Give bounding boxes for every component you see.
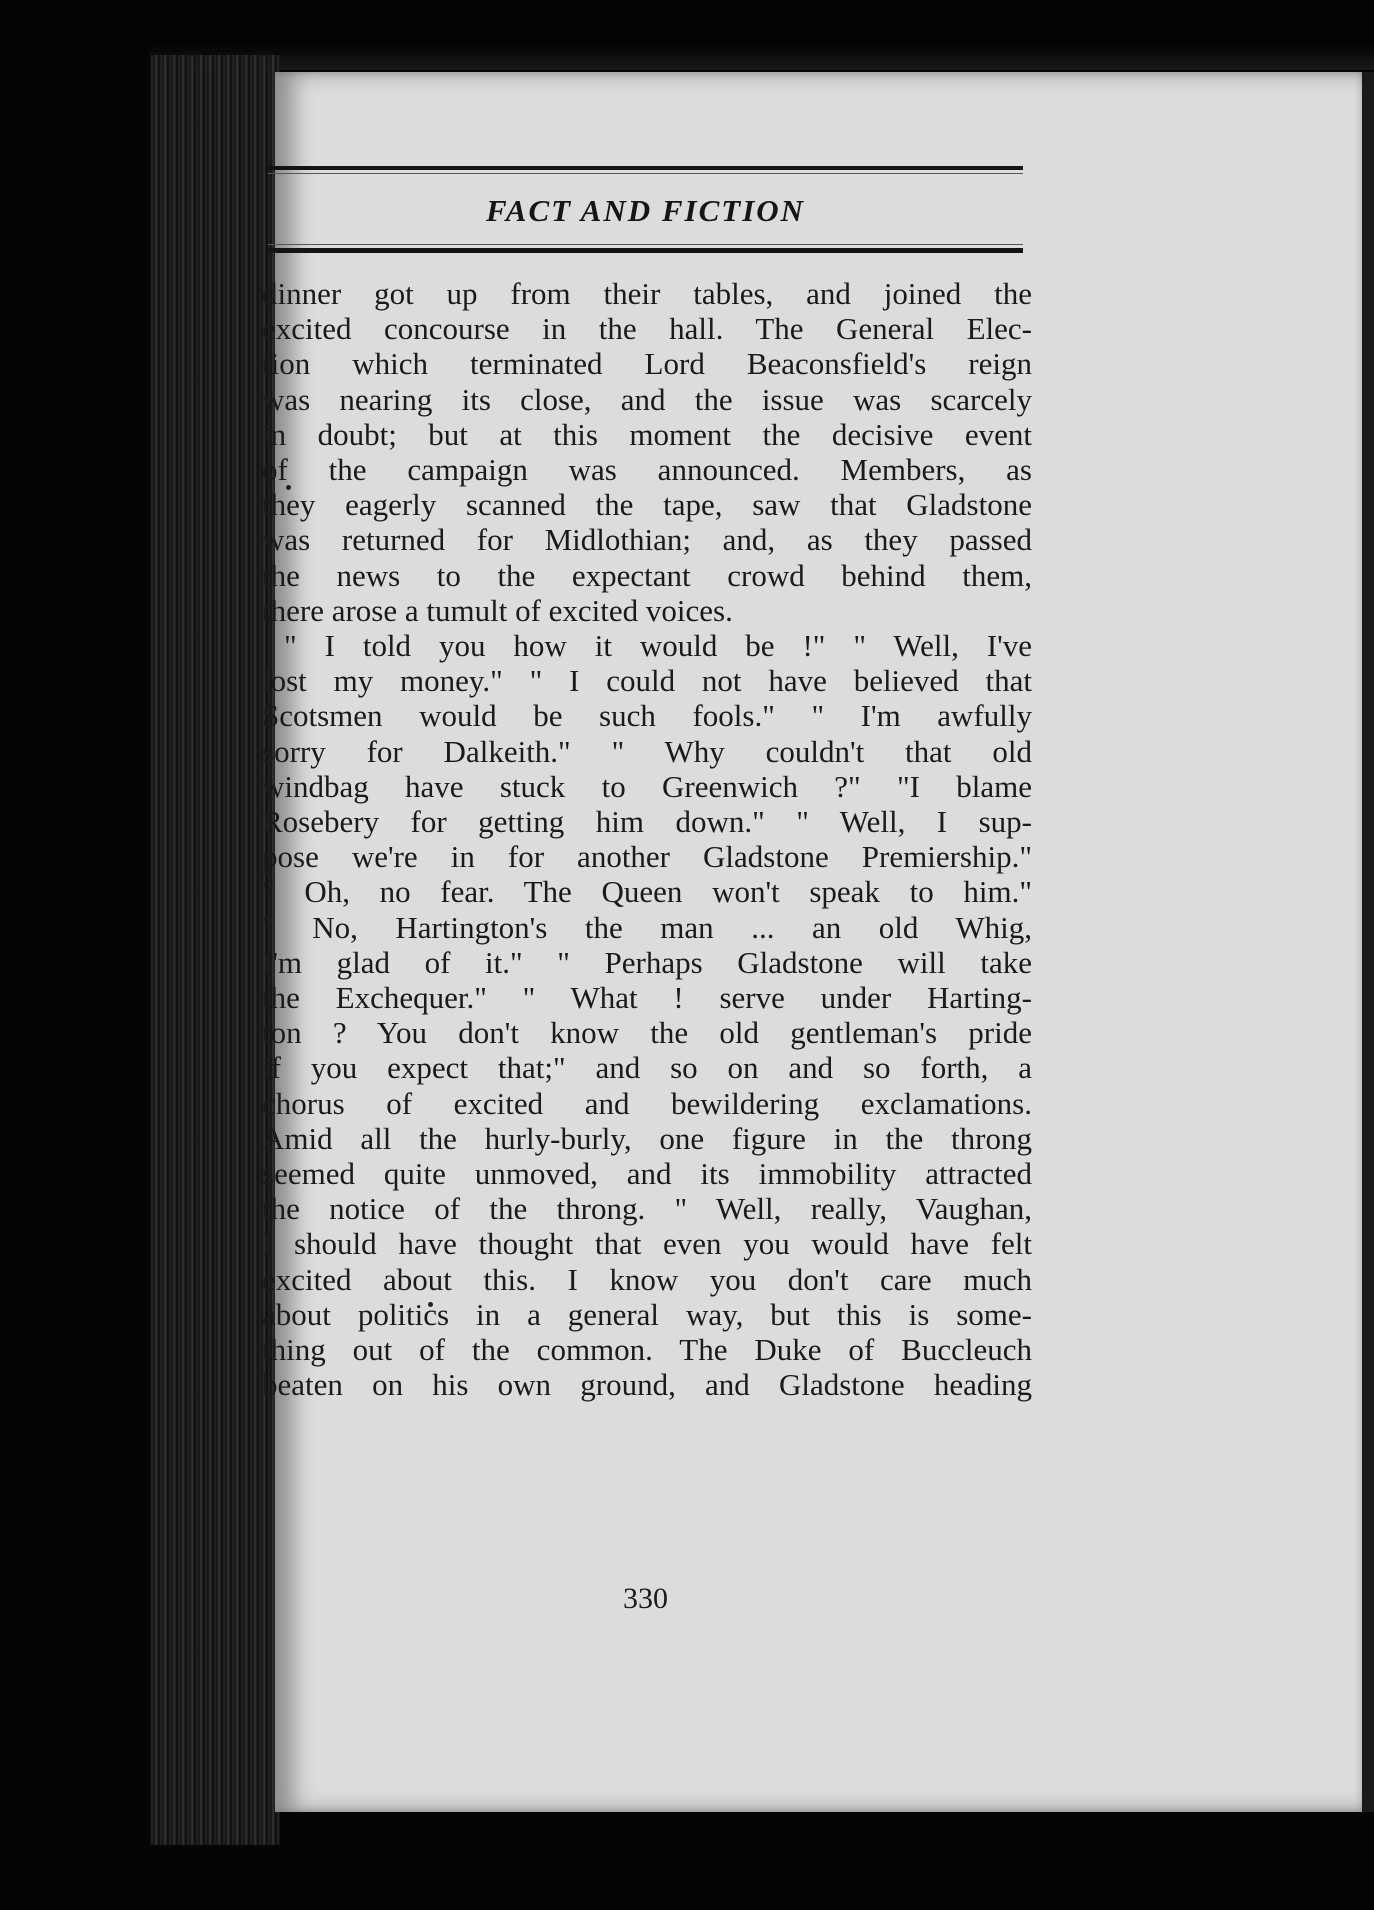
text-line: thing out of the common. The Duke of Buccleuch <box>262 1332 1032 1368</box>
running-head: FACT AND FICTION <box>485 193 806 228</box>
text-line: windbag have stuck to Greenwich ?" "I blame <box>262 768 1032 804</box>
text-line: I'm glad of it." " Perhaps Gladstone will take <box>262 944 1032 980</box>
body-text <box>262 276 1032 1403</box>
text-line: sorry for Dalkeith." " Why couldn't that old <box>262 733 1032 769</box>
text-line: in doubt; but at this moment the decisive event <box>262 416 1032 452</box>
text-line: if you expect that;" and so on and so forth, a <box>262 1050 1032 1086</box>
header-rule-bottom-thin <box>268 244 1023 245</box>
text-line: dinner got up from their tables, and joined the <box>262 276 1032 311</box>
text-line: they eagerly scanned the tape, saw that Gladstone <box>262 487 1032 523</box>
book-top-edge <box>150 40 1374 70</box>
text-line: I should have thought that even you would have felt <box>262 1226 1032 1262</box>
text-line: lost my money." " I could not have believed that <box>262 663 1032 699</box>
text-line: chorus of excited and bewildering exclamations. <box>262 1085 1032 1121</box>
page-number: 330 <box>623 1582 668 1615</box>
text-line: Rosebery for getting him down." " Well, I sup- <box>262 804 1032 840</box>
text-line: of the campaign was announced. Members, as <box>262 452 1032 488</box>
text-line: was returned for Midlothian; and, as they passed <box>262 522 1032 558</box>
text-line: the notice of the throng. " Well, really, Vaughan, <box>262 1191 1032 1227</box>
text-line: excited concourse in the hall. The General Elec- <box>262 311 1032 347</box>
text-line: about politics in a general way, but this is some- <box>262 1296 1032 1332</box>
header-rule-bottom <box>268 248 1023 253</box>
text-line: " I told you how it would be !" " Well, I've <box>284 628 1032 664</box>
header-rule-top <box>268 166 1023 170</box>
text-line: excited about this. I know you don't care much <box>262 1261 1032 1297</box>
text-line: " Oh, no fear. The Queen won't speak to him." <box>262 874 1032 910</box>
book-page-edges <box>150 55 280 1845</box>
text-line: ton ? You don't know the old gentleman's pride <box>262 1015 1032 1051</box>
text-line: " No, Hartington's the man ... an old Whig, <box>262 909 1032 945</box>
text-line: Scotsmen would be such fools." " I'm awfully <box>262 698 1032 734</box>
text-line: the news to the expectant crowd behind them, <box>262 557 1032 593</box>
text-line: beaten on his own ground, and Gladstone heading <box>262 1367 1032 1403</box>
text-line: seemed quite unmoved, and its immobility attracted <box>262 1156 1032 1192</box>
text-line: was nearing its close, and the issue was scarcely <box>262 381 1032 417</box>
text-line: pose we're in for another Gladstone Premiership." <box>262 839 1032 875</box>
text-line: there arose a tumult of excited voices. <box>262 592 733 628</box>
text-line: the Exchequer." " What ! serve under Harting- <box>262 980 1032 1016</box>
header-rule-top-thin <box>268 173 1023 174</box>
page-right-shadow <box>1362 72 1374 1812</box>
text-line: Amid all the hurly-burly, one figure in the throng <box>262 1120 1032 1156</box>
text-line: tion which terminated Lord Beaconsfield's reign <box>262 346 1032 382</box>
